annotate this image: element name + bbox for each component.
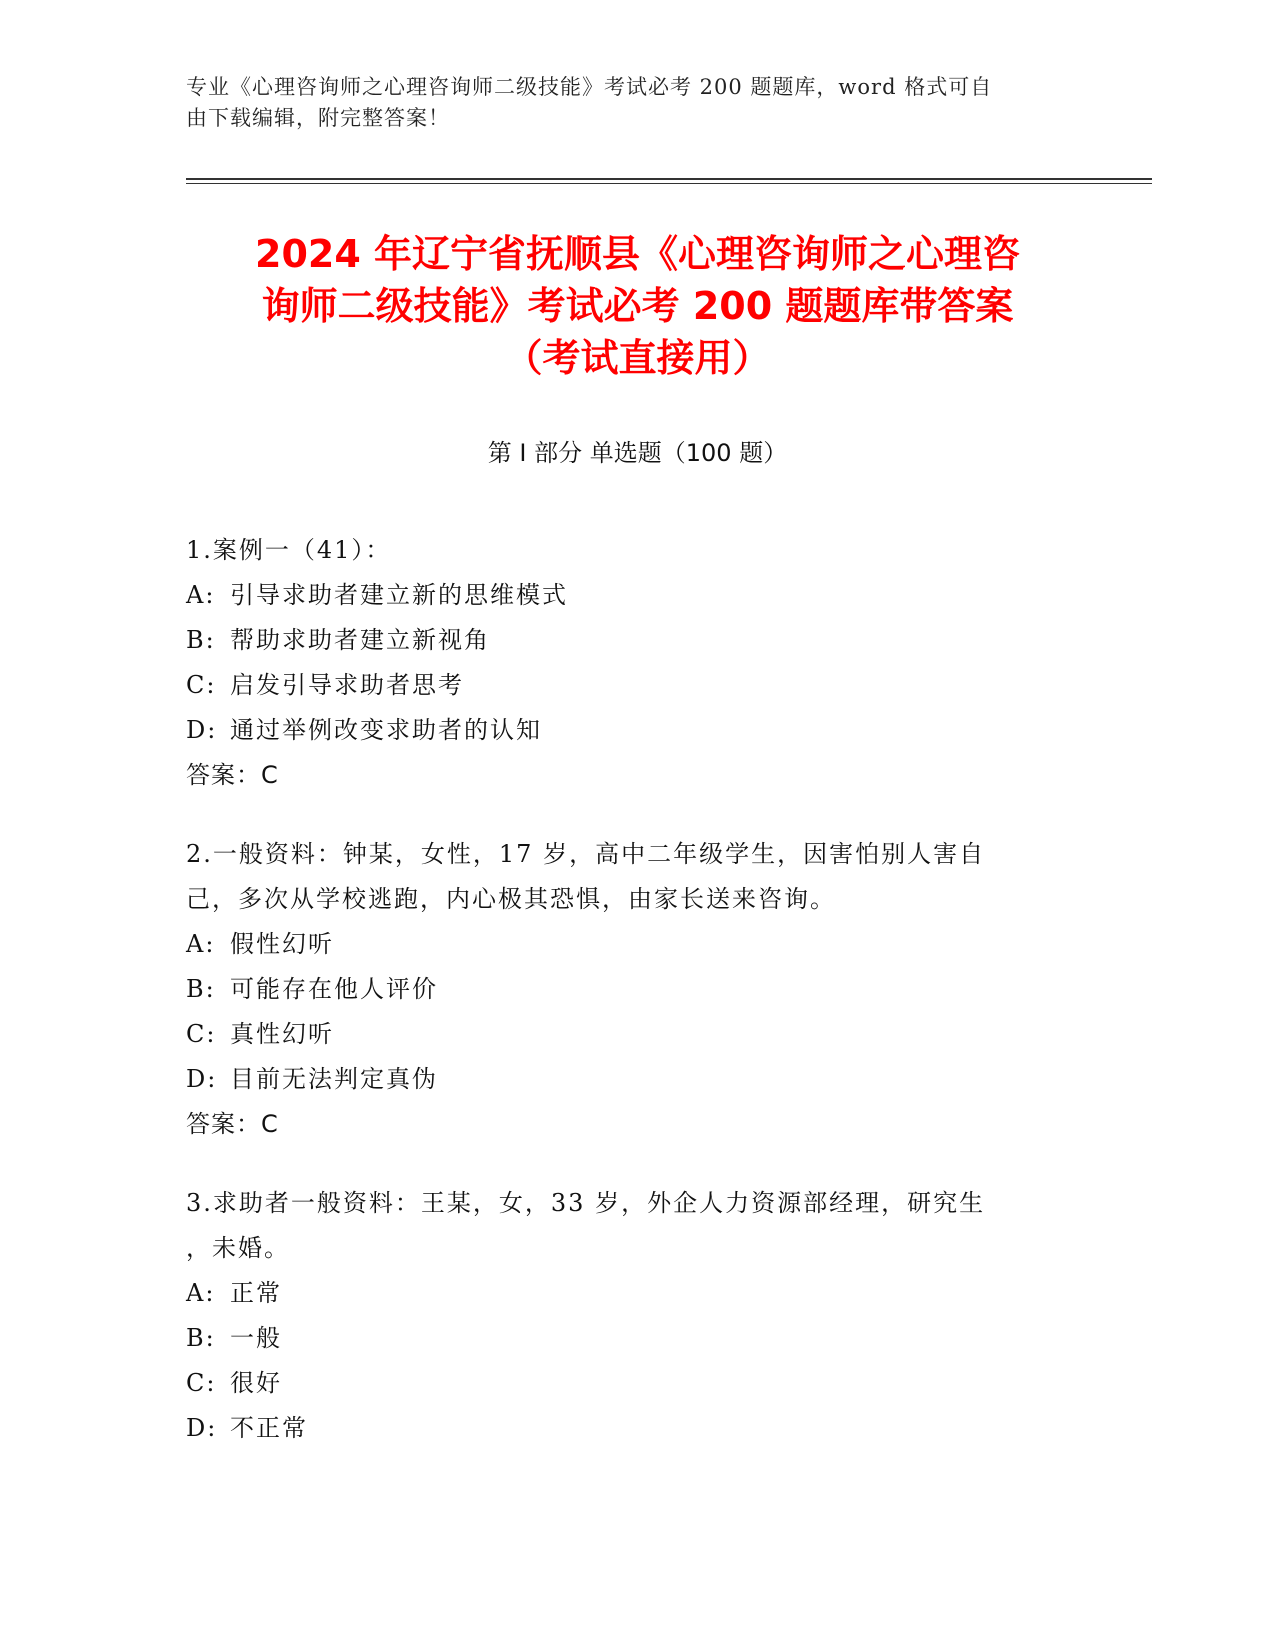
question-1	[186, 528, 1066, 798]
option-b	[186, 618, 1066, 663]
option-letter: B:	[186, 626, 216, 654]
option-text: 引导求助者建立新的思维模式	[230, 581, 568, 609]
option-d	[186, 708, 1066, 753]
question-stem-line-1: 3.求助者一般资料：王某，女，33 岁，外企人力资源部经理，研究生	[186, 1189, 986, 1217]
header-note	[186, 72, 1066, 134]
question-list	[186, 528, 1066, 1485]
option-letter: D:	[186, 1065, 218, 1093]
option-letter: C:	[186, 671, 217, 699]
header-rule-top	[186, 178, 1152, 180]
option-text: 真性幻听	[230, 1020, 334, 1048]
answer-line: 答案：C	[186, 1110, 279, 1138]
option-text: 目前无法判定真伪	[230, 1065, 438, 1093]
title-line-3: （考试直接用）	[504, 336, 771, 380]
header-line-2: 由下载编辑，附完整答案！	[186, 106, 450, 130]
option-a	[186, 573, 1066, 618]
option-a	[186, 922, 1066, 967]
answer-line: 答案：C	[186, 761, 279, 789]
option-letter: A:	[186, 930, 216, 958]
question-stem-line-2: 己，多次从学校逃跑，内心极其恐惧，由家长送来咨询。	[186, 885, 836, 913]
title-line-1: 2024 年辽宁省抚顺县《心理咨询师之心理咨	[255, 232, 1020, 276]
option-text: 一般	[230, 1324, 282, 1352]
question-stem: 1.案例一（41）：	[186, 536, 392, 564]
option-letter: D:	[186, 1414, 218, 1442]
option-text: 不正常	[230, 1414, 308, 1442]
header-rule-bottom	[186, 183, 1152, 184]
option-letter: A:	[186, 581, 216, 609]
option-letter: C:	[186, 1369, 217, 1397]
option-c	[186, 663, 1066, 708]
option-a	[186, 1271, 1066, 1316]
option-c	[186, 1361, 1066, 1406]
option-text: 帮助求助者建立新视角	[230, 626, 490, 654]
option-letter: A:	[186, 1279, 216, 1307]
header-line-1: 专业《心理咨询师之心理咨询师二级技能》考试必考 200 题题库，word 格式可自	[186, 75, 993, 99]
question-stem-line-1: 2.一般资料：钟某，女性，17 岁，高中二年级学生，因害怕别人害自	[186, 840, 986, 868]
option-text: 可能存在他人评价	[230, 975, 438, 1003]
option-b	[186, 1316, 1066, 1361]
question-2	[186, 832, 1066, 1147]
title-line-2: 询师二级技能》考试必考 200 题题库带答案	[261, 284, 1014, 328]
question-3	[186, 1181, 1066, 1451]
option-c	[186, 1012, 1066, 1057]
question-stem-line-2: ，未婚。	[186, 1234, 290, 1262]
option-text: 假性幻听	[230, 930, 334, 958]
option-letter: D:	[186, 716, 218, 744]
option-text: 很好	[230, 1369, 282, 1397]
option-d	[186, 1406, 1066, 1451]
option-letter: B:	[186, 1324, 216, 1352]
document-title	[150, 228, 1125, 384]
option-d	[186, 1057, 1066, 1102]
option-text: 正常	[230, 1279, 282, 1307]
option-letter: B:	[186, 975, 216, 1003]
option-letter: C:	[186, 1020, 217, 1048]
option-b	[186, 967, 1066, 1012]
option-text: 通过举例改变求助者的认知	[230, 716, 542, 744]
option-text: 启发引导求助者思考	[230, 671, 464, 699]
section-title: 第 I 部分 单选题（100 题）	[487, 439, 788, 467]
